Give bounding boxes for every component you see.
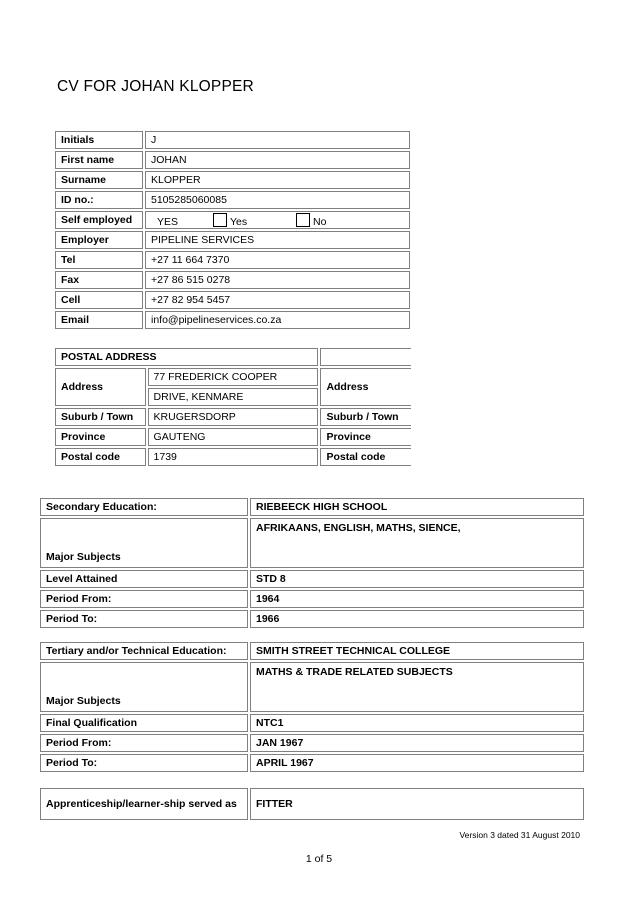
- right-suburb-label: Suburb / Town: [320, 408, 411, 426]
- table-row: [55, 271, 410, 289]
- first-name-label: First name: [55, 151, 143, 169]
- table-row: [55, 368, 411, 386]
- final-qualification-label: Final Qualification: [40, 714, 248, 732]
- yes-option-label: Yes: [230, 215, 248, 228]
- tertiary-from-label: Period From:: [40, 734, 248, 752]
- table-row: [40, 734, 584, 752]
- right-province-label: Province: [320, 428, 411, 446]
- table-row: [55, 211, 410, 229]
- secondary-to-value: 1966: [250, 610, 584, 628]
- initials-value: J: [145, 131, 410, 149]
- table-row: [40, 610, 584, 628]
- email-label: Email: [55, 311, 143, 329]
- table-row: [55, 428, 411, 446]
- table-row: [40, 498, 584, 516]
- apprenticeship-label: Apprenticeship/learner-ship served as: [40, 788, 248, 820]
- tel-label: Tel: [55, 251, 143, 269]
- yes-checkbox[interactable]: [213, 213, 227, 227]
- page-number: 1 of 5: [305, 853, 333, 865]
- tertiary-education-label: Tertiary and/or Technical Education:: [40, 642, 248, 660]
- secondary-from-label: Period From:: [40, 590, 248, 608]
- employer-value: PIPELINE SERVICES: [145, 231, 410, 249]
- id-no-label: ID no.:: [55, 191, 143, 209]
- personal-details-table: [53, 129, 412, 331]
- table-row: [40, 518, 584, 568]
- secondary-to-label: Period To:: [40, 610, 248, 628]
- postal-address-table: [53, 346, 413, 468]
- table-row: [40, 788, 584, 820]
- table-row: [55, 131, 410, 149]
- tertiary-subjects-value: MATHS & TRADE RELATED SUBJECTS: [250, 662, 584, 712]
- table-row: [55, 448, 411, 466]
- tertiary-school-value: SMITH STREET TECHNICAL COLLEGE: [250, 642, 584, 660]
- apprenticeship-table: [38, 786, 586, 822]
- table-row: [40, 754, 584, 772]
- secondary-from-value: 1964: [250, 590, 584, 608]
- tertiary-to-value: APRIL 1967: [250, 754, 584, 772]
- table-row: [55, 191, 410, 209]
- table-row: [55, 408, 411, 426]
- tertiary-from-value: JAN 1967: [250, 734, 584, 752]
- initials-label: Initials: [55, 131, 143, 149]
- province-label: Province: [55, 428, 146, 446]
- id-no-value: 5105285060085: [145, 191, 410, 209]
- level-attained-label: Level Attained: [40, 570, 248, 588]
- table-row: [55, 231, 410, 249]
- address-line1: 77 FREDERICK COOPER: [148, 368, 319, 386]
- tel-value: +27 11 664 7370: [145, 251, 410, 269]
- apprenticeship-value: FITTER: [250, 788, 584, 820]
- table-row: [55, 171, 410, 189]
- no-option-label: No: [313, 215, 327, 228]
- table-row: [40, 662, 584, 712]
- tertiary-subjects-label: Major Subjects: [40, 662, 248, 712]
- employer-label: Employer: [55, 231, 143, 249]
- table-row: [55, 151, 410, 169]
- suburb-value: KRUGERSDORP: [148, 408, 319, 426]
- secondary-subjects-label: Major Subjects: [40, 518, 248, 568]
- province-value: GAUTENG: [148, 428, 319, 446]
- surname-label: Surname: [55, 171, 143, 189]
- table-row: [40, 714, 584, 732]
- self-employed-label: Self employed: [55, 211, 143, 229]
- level-attained-value: STD 8: [250, 570, 584, 588]
- page-title: CV FOR JOHAN KLOPPER: [57, 78, 254, 95]
- table-row: [55, 251, 410, 269]
- cell-label: Cell: [55, 291, 143, 309]
- right-address-label: Address: [320, 368, 411, 406]
- address-line2: DRIVE, KENMARE: [148, 388, 319, 406]
- table-row: [55, 348, 411, 366]
- table-row: [40, 570, 584, 588]
- table-row: [55, 291, 410, 309]
- final-qualification-value: NTC1: [250, 714, 584, 732]
- postal-address-header: POSTAL ADDRESS: [55, 348, 318, 366]
- secondary-education-table: [38, 496, 586, 630]
- tertiary-to-label: Period To:: [40, 754, 248, 772]
- table-row: [40, 642, 584, 660]
- self-employed-value: YES: [157, 215, 179, 228]
- secondary-school-value: RIEBEECK HIGH SCHOOL: [250, 498, 584, 516]
- right-header-cell: [320, 348, 411, 366]
- tertiary-education-table: [38, 640, 586, 774]
- address-label: Address: [55, 368, 146, 406]
- table-row: [40, 590, 584, 608]
- postal-code-value: 1739: [148, 448, 319, 466]
- first-name-value: JOHAN: [145, 151, 410, 169]
- self-employed-value-cell: [145, 211, 410, 229]
- email-value: info@pipelineservices.co.za: [145, 311, 410, 329]
- suburb-label: Suburb / Town: [55, 408, 146, 426]
- surname-value: KLOPPER: [145, 171, 410, 189]
- fax-label: Fax: [55, 271, 143, 289]
- postal-code-label: Postal code: [55, 448, 146, 466]
- secondary-subjects-value: AFRIKAANS, ENGLISH, MATHS, SIENCE,: [250, 518, 584, 568]
- fax-value: +27 86 515 0278: [145, 271, 410, 289]
- table-row: [55, 311, 410, 329]
- no-checkbox[interactable]: [296, 213, 310, 227]
- cell-value: +27 82 954 5457: [145, 291, 410, 309]
- version-note: Version 3 dated 31 August 2010: [459, 830, 580, 840]
- right-postal-code-label: Postal code: [320, 448, 411, 466]
- secondary-education-label: Secondary Education:: [40, 498, 248, 516]
